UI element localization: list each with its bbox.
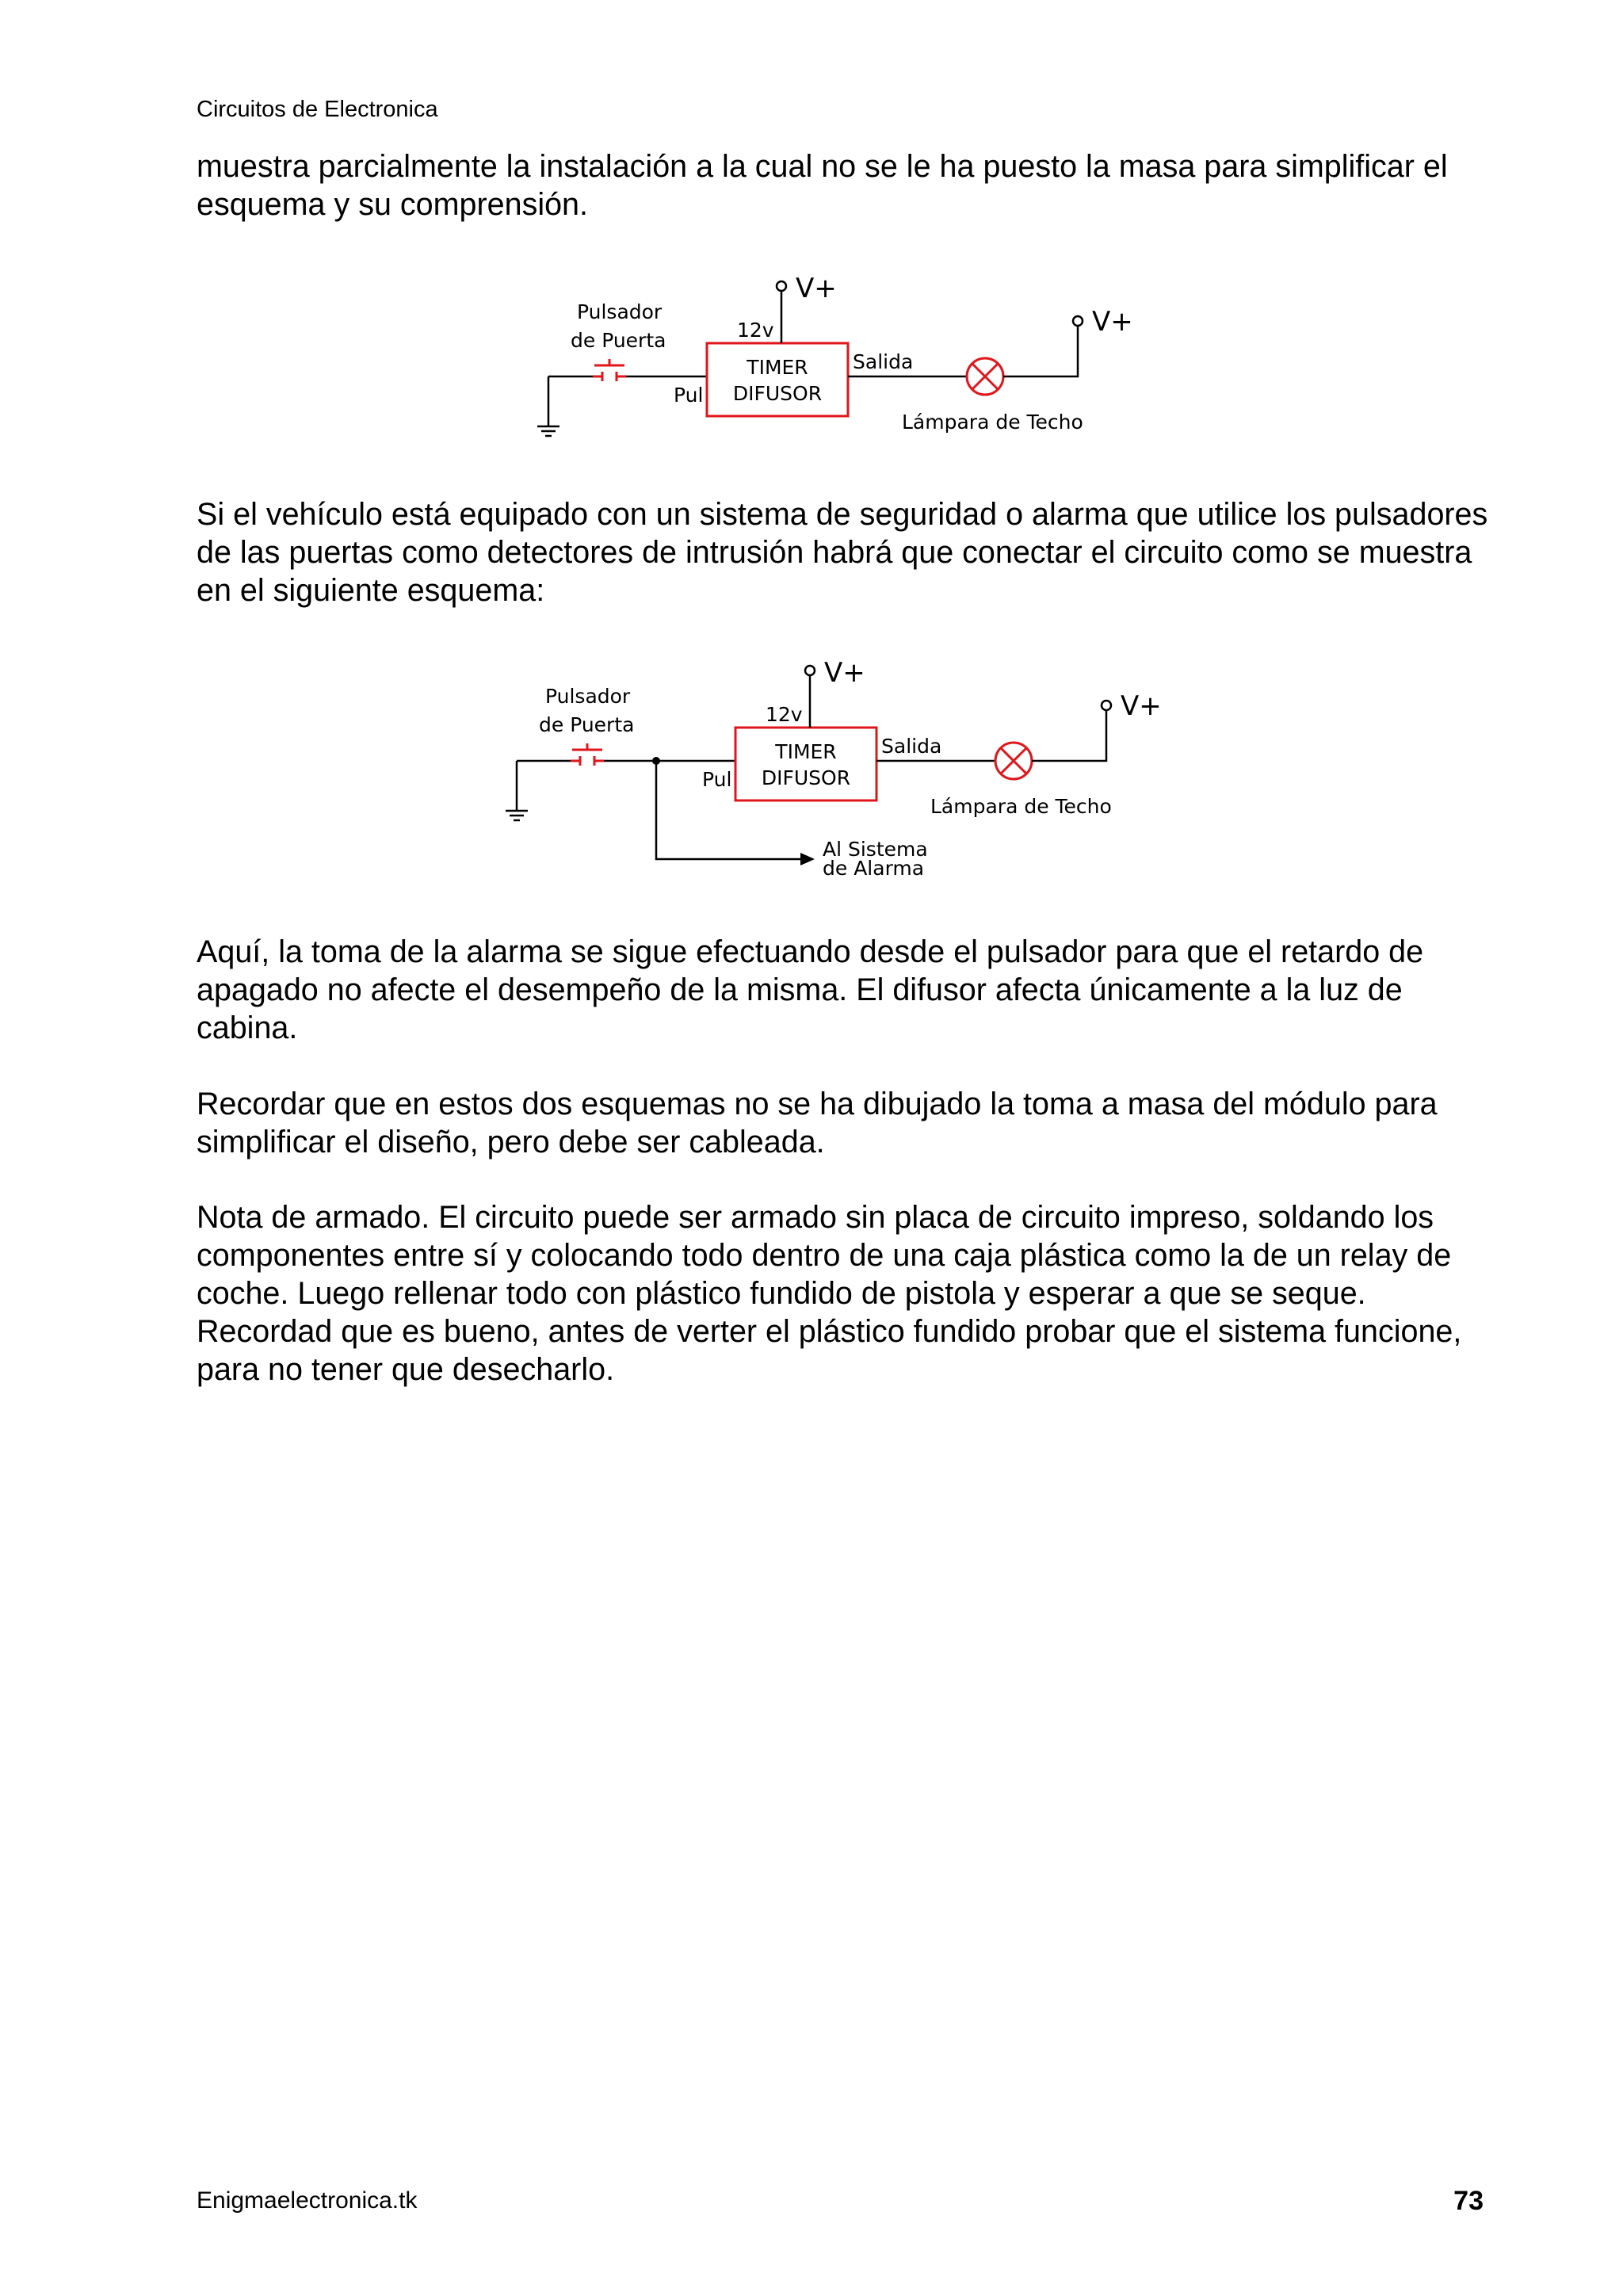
switch-label-line2: de Puerta — [539, 713, 635, 736]
voltage-label: 12v — [737, 319, 774, 342]
page-number: 73 — [1453, 2186, 1484, 2216]
timer-box-label-line2: DIFUSOR — [732, 382, 823, 405]
ground-icon — [506, 761, 528, 820]
switch-label-line2: de Puerta — [571, 329, 666, 352]
lamp-label: Lámpara de Techo — [902, 411, 1083, 434]
pin-label: Pul — [674, 384, 704, 407]
lamp-label: Lámpara de Techo — [930, 795, 1112, 818]
output-label: Salida — [853, 350, 914, 373]
switch-label-line1: Pulsador — [545, 685, 631, 708]
door-switch-icon — [593, 359, 626, 381]
voltage-label: 12v — [766, 703, 803, 726]
output-label: Salida — [881, 735, 942, 758]
circuit-diagram-1 — [523, 266, 1157, 456]
pin-label: Pul — [702, 768, 732, 791]
paragraph-4: Recordar que en estos dos esquemas no se ha dibujado la toma a masa del módulo para simplificar el diseño, pero debe ser cableada. — [197, 1087, 1438, 1159]
ground-icon — [537, 376, 559, 436]
alarm-label-line1: Al Sistema — [823, 838, 928, 861]
lamp-supply-label: V+ — [1092, 306, 1133, 338]
lamp-supply-terminal-icon — [1073, 316, 1083, 326]
supply-terminal-icon — [777, 281, 786, 291]
page-header: Circuitos de Electronica — [197, 97, 438, 122]
timer-box-label-line1: TIMER — [747, 356, 808, 379]
lamp-supply-terminal-icon — [1102, 701, 1111, 710]
lamp-icon — [967, 358, 1003, 395]
paragraph-1: muestra parcialmente la instalación a la cual no se le ha puesto la masa para simplificar el esquema y su comprensión. — [197, 149, 1448, 222]
timer-box — [707, 343, 848, 416]
switch-label-line1: Pulsador — [577, 300, 663, 323]
paragraph-2: Si el vehículo está equipado con un sistema de seguridad o alarma que utilice los pulsadores de las puertas como detectores de intrusión habrá que conectar el circuito como se muestra en el siguiente esquema: — [197, 497, 1488, 608]
paragraph-3: Aquí, la toma de la alarma se sigue efectuando desde el pulsador para que el retardo de apagado no afecte el desempeño de la misma. El difusor afecta únicamente a la luz de cabina. — [197, 934, 1424, 1045]
lamp-icon — [995, 743, 1032, 779]
alarm-label-line2: de Alarma — [823, 857, 925, 880]
lamp-supply-label: V+ — [1121, 690, 1162, 722]
door-switch-icon — [571, 743, 604, 766]
timer-box-label-line1: TIMER — [775, 740, 837, 763]
supply-label: V+ — [824, 657, 865, 689]
timer-box-label-line2: DIFUSOR — [761, 766, 851, 789]
footer-site: Enigmaelectronica.tk — [197, 2187, 418, 2214]
circuit-diagram-2 — [491, 650, 1162, 888]
supply-terminal-icon — [805, 666, 815, 675]
paragraph-5: Nota de armado. El circuito puede ser armado sin placa de circuito impreso, soldando los componentes entre sí y colocando todo dentro de una caja plástica como la de un relay de coche. Luego rellenar todo con plástico fundido de pistola y esperar a que se seque. Recordad que es bueno, antes de verter el plástico fundido probar que el sistema funcione, para no tener que desecharlo. — [197, 1200, 1462, 1387]
arrow-right-icon — [800, 853, 815, 865]
supply-label: V+ — [796, 273, 837, 304]
timer-box — [735, 728, 876, 800]
